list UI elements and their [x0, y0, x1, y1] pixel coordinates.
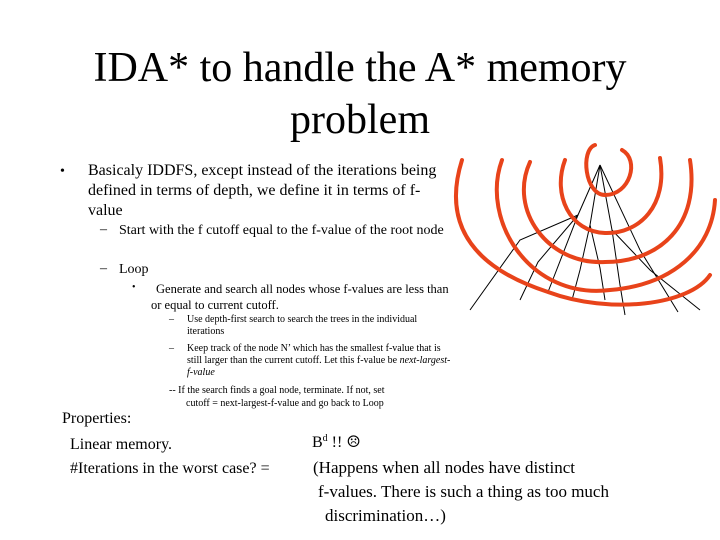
contour-3 — [524, 160, 692, 262]
detail-track-node-text: Keep track of the node N’ which has the smallest f-value that is still larger than the current cutoff. Let this f-value be — [187, 343, 441, 366]
detail-track-node — [187, 343, 452, 379]
worst-case-answer — [312, 432, 361, 452]
bullet-dot: • — [60, 164, 65, 179]
sub-bullet-start: Start with the f cutoff equal to the f-value of the root node — [119, 223, 444, 238]
explanation-line-3: discrimination…) — [325, 506, 446, 525]
detail-terminate — [169, 384, 444, 410]
explanation-line-1: (Happens when all nodes have distinct — [313, 458, 576, 477]
loop-bullet-dot: • — [132, 282, 136, 293]
loop-step-text: Generate and search all nodes whose f-values are less than or equal to current cutoff. — [151, 282, 449, 312]
properties-heading: Properties: — [62, 410, 132, 427]
detail-dfs: Use depth-first search to search the trees in the individual iterations — [187, 314, 418, 337]
sub-bullet-dash: – — [100, 222, 107, 237]
main-bullet-text: Basicaly IDDFS, except instead of the iterations being defined in terms of depth, we define it in terms of f-value — [88, 162, 437, 219]
answer-suffix: !! — [327, 434, 347, 451]
detail-terminate-line1: -- If the search finds a goal node, terminate. If not, set — [169, 385, 385, 396]
detail-terminate-line2: cutoff = next-largest-f-value and go back to Loop — [186, 398, 384, 409]
properties-linear-memory: Linear memory. — [70, 436, 173, 453]
f-contours — [456, 145, 715, 305]
properties-iterations-question: #Iterations in the worst case? = — [70, 460, 270, 477]
contour-1 — [586, 145, 631, 195]
detail-dash: – — [169, 314, 174, 325]
answer-exponent: d — [322, 433, 328, 444]
sub-bullet-loop: Loop — [119, 262, 149, 277]
detail-dash: – — [169, 343, 174, 354]
slide-title: IDA* to handle the A* memory problem — [93, 45, 627, 143]
explanation-line-2: f-values. There is such a thing as too much — [318, 482, 609, 501]
answer-base: B — [312, 434, 323, 451]
next-largest-f-value-term: next-largest-f-value — [187, 355, 451, 378]
frown-face-icon: ☹ — [346, 434, 361, 451]
contour-4 — [497, 160, 715, 291]
sub-bullet-dash: – — [100, 261, 107, 276]
